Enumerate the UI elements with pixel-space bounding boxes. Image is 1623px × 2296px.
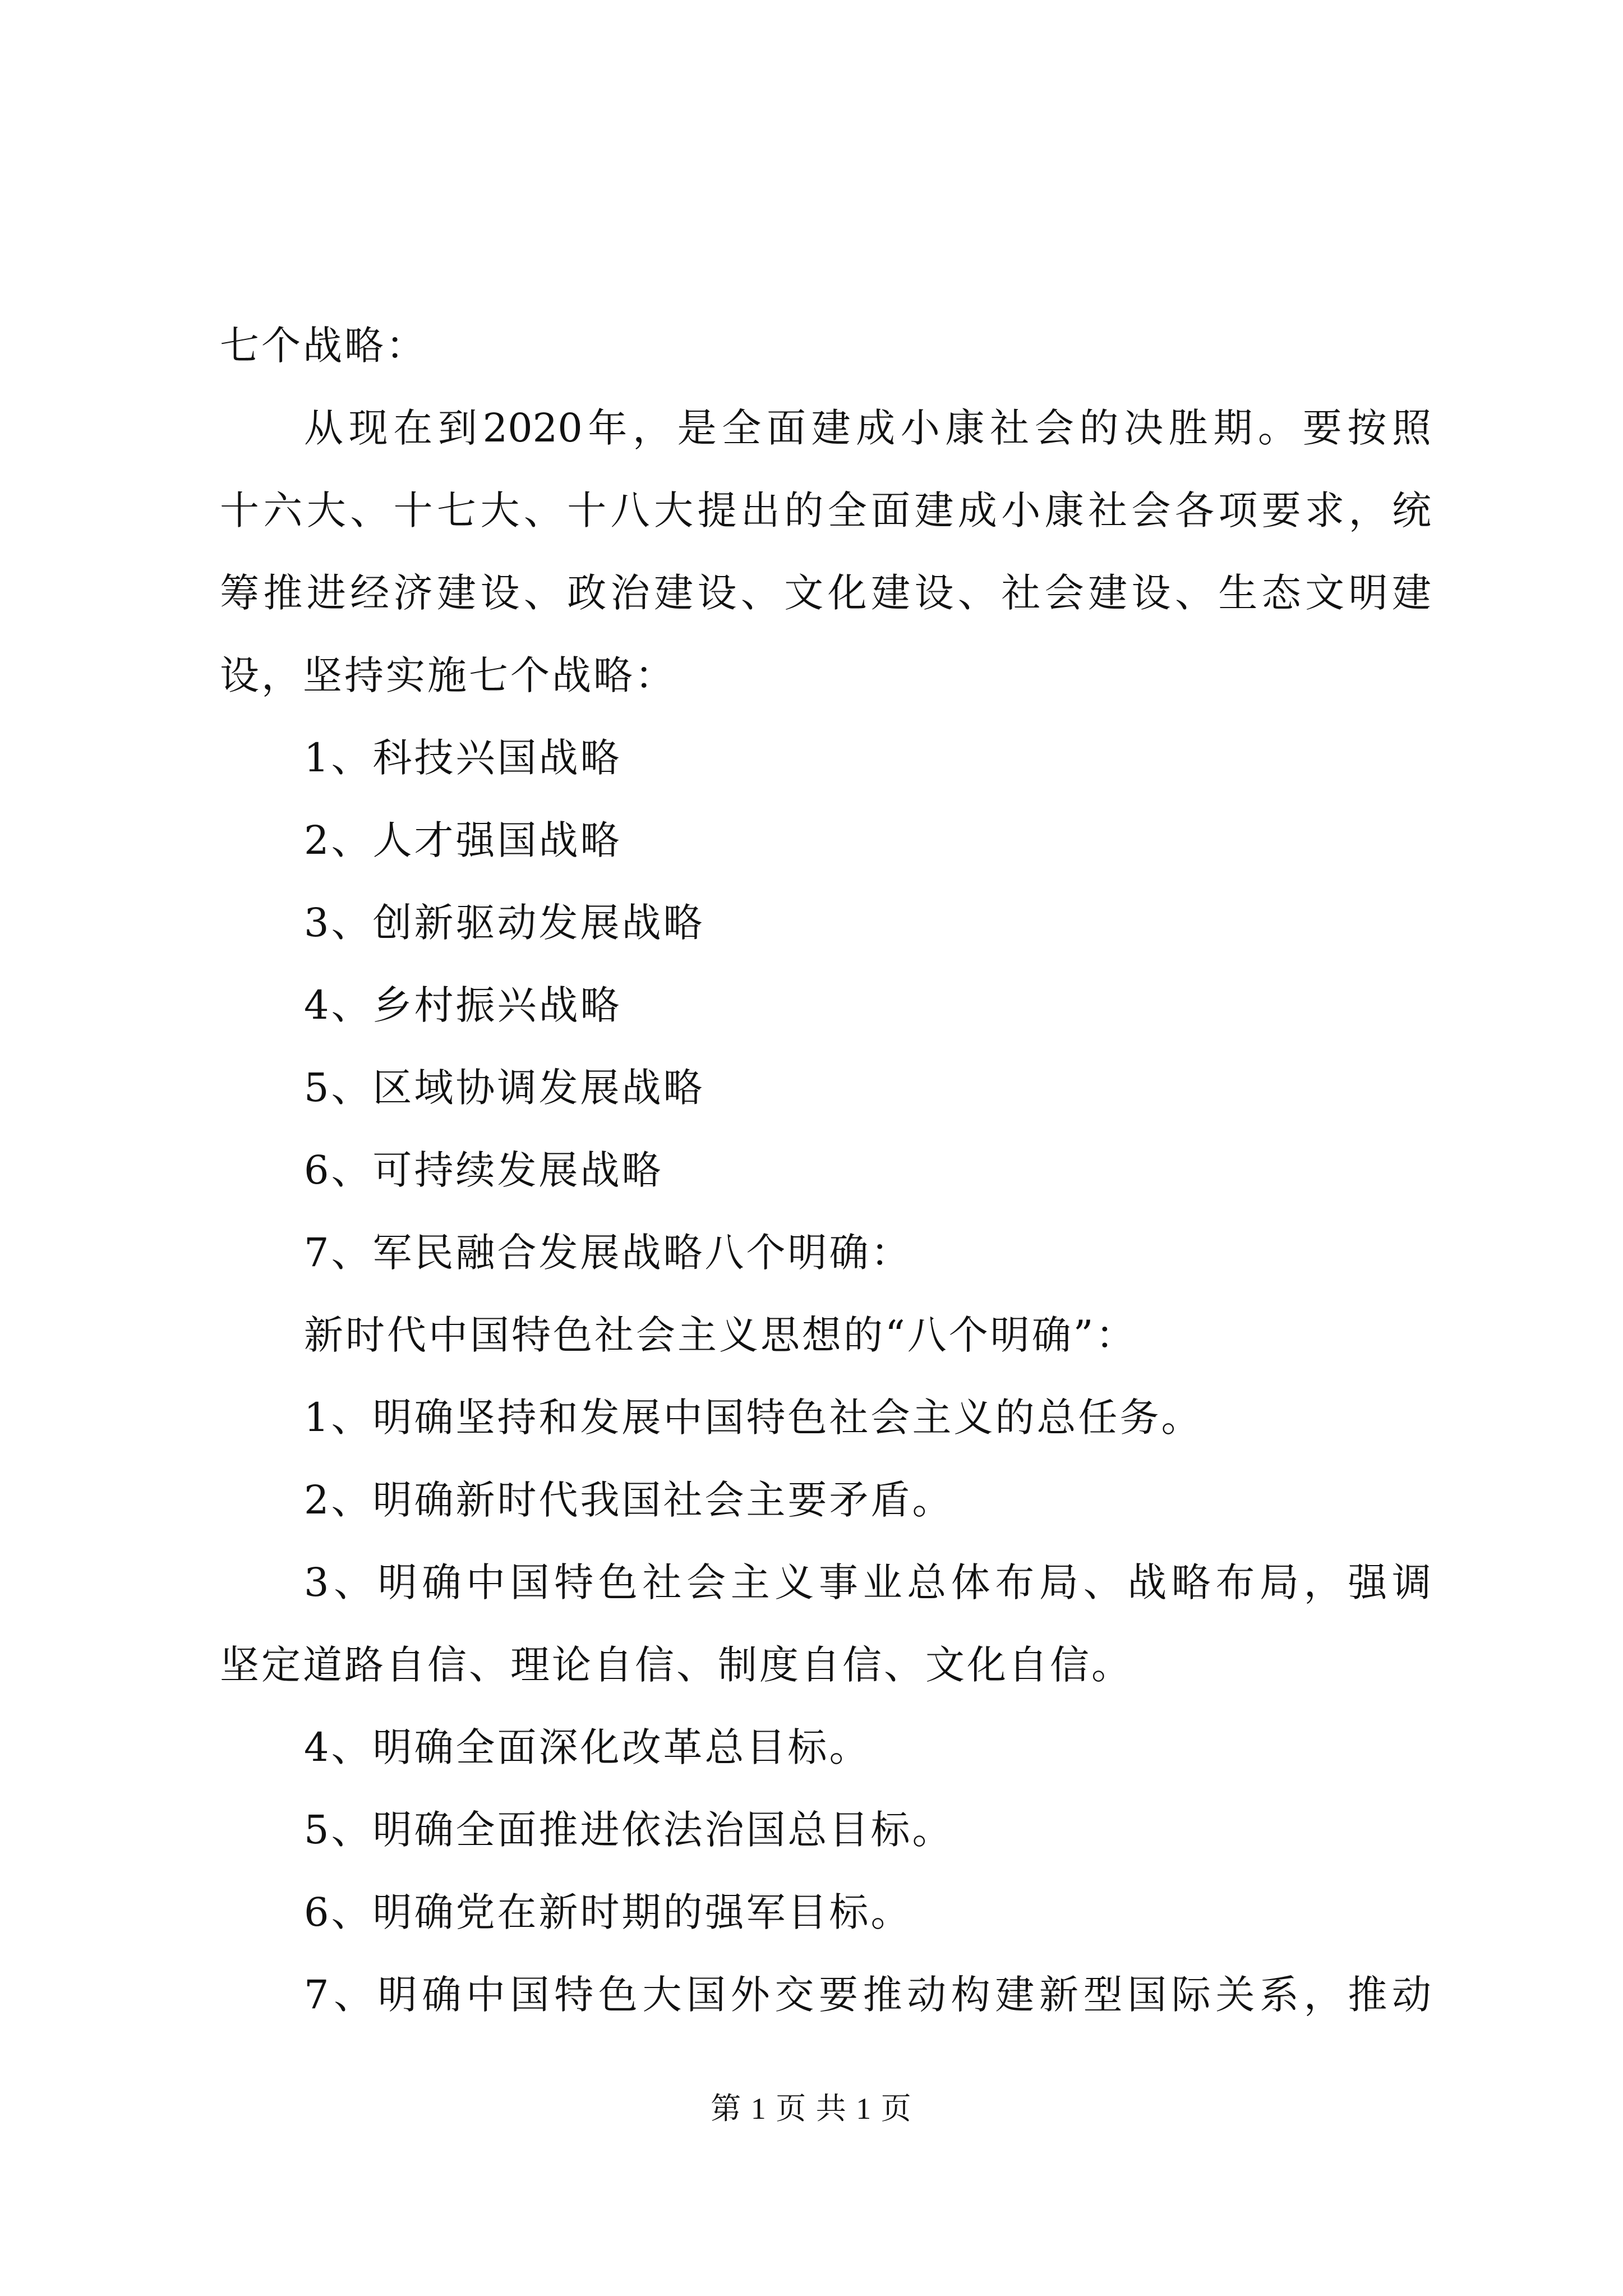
list-item: 3、创新驱动发展战略: [304, 900, 705, 946]
list-item: 1、科技兴国战略: [304, 735, 622, 781]
document-body: [220, 305, 1431, 2036]
paragraph-line: 筹推进经济建设、政治建设、文化建设、社会建设、生态文明建: [220, 570, 1431, 616]
list-item: 7、明确中国特色大国外交要推动构建新型国际关系，推动: [304, 1972, 1431, 2018]
paragraph-line: 设，坚持实施七个战略：: [220, 652, 676, 698]
list-item: 6、明确党在新时期的强军目标。: [304, 1889, 912, 1935]
list-item: 6、可持续发展战略: [304, 1147, 663, 1193]
list-item: 5、明确全面推进依法治国总目标。: [304, 1807, 954, 1853]
paragraph-line: 坚定道路自信、理论自信、制度自信、文化自信。: [220, 1642, 1133, 1688]
list-item: 3、明确中国特色社会主义事业总体布局、战略布局，强调: [304, 1559, 1431, 1605]
paragraph-line: 十六大、十七大、十八大提出的全面建成小康社会各项要求，统: [220, 487, 1431, 533]
list-item: 2、人才强国战略: [304, 817, 622, 863]
list-item: 2、明确新时代我国社会主要矛盾。: [304, 1477, 954, 1523]
paragraph-line: 新时代中国特色社会主义思想的“八个明确”：: [304, 1312, 1137, 1358]
list-item: 4、乡村振兴战略: [304, 982, 622, 1028]
list-item: 4、明确全面深化改革总目标。: [304, 1724, 871, 1770]
section-heading: 七个战略：: [220, 323, 427, 369]
list-item: 7、军民融合发展战略八个明确：: [304, 1230, 912, 1276]
list-item: 1、明确坚持和发展中国特色社会主义的总任务。: [304, 1395, 1203, 1441]
paragraph-line: 从现在到2020年，是全面建成小康社会的决胜期。要按照: [304, 405, 1431, 451]
list-item: 5、区域协调发展战略: [304, 1065, 705, 1111]
page-number-footer: 第 1 页 共 1 页: [711, 2092, 912, 2125]
